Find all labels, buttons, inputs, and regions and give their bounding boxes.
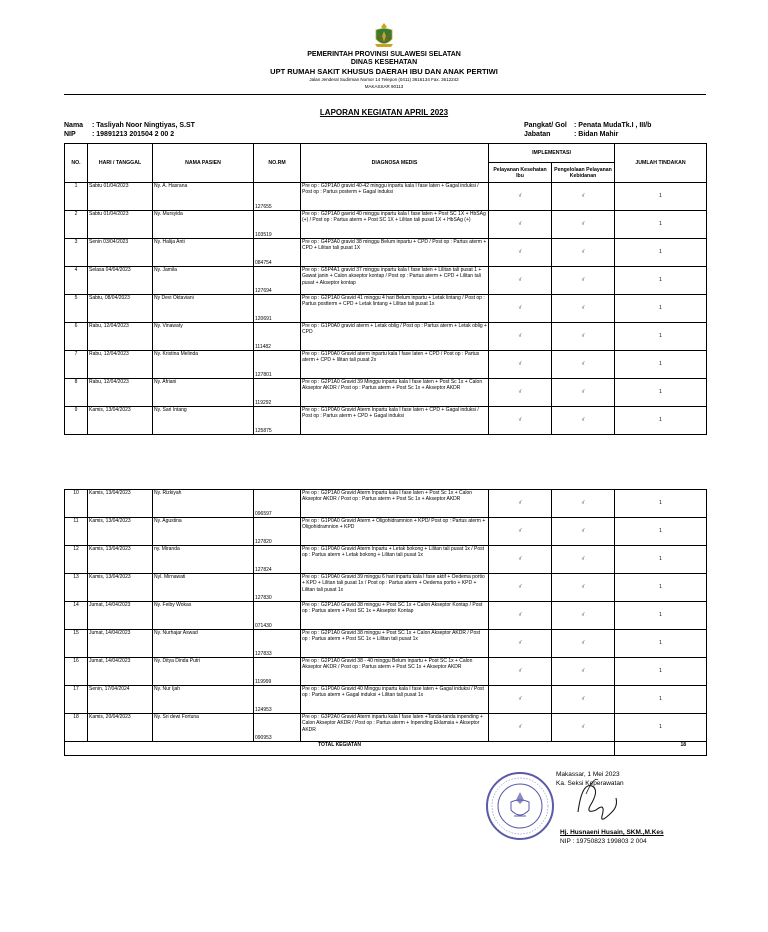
cell-check-management: √ xyxy=(552,574,615,602)
cell-no: 10 xyxy=(65,490,88,518)
col-header-implementation: IMPLEMENTASI xyxy=(489,144,615,163)
cell-rm-number: 084754 xyxy=(254,239,301,267)
cell-rm-number: 120691 xyxy=(254,295,301,323)
cell-patient-name: Ny. Afriani xyxy=(153,379,254,407)
cell-action-count: 1 xyxy=(615,630,707,658)
cell-date: Kamis, 13/04/2023 xyxy=(88,518,153,546)
cell-check-service: √ xyxy=(489,239,552,267)
table-row xyxy=(65,518,707,546)
cell-patient-name: Ny. Sari Intang xyxy=(153,407,254,435)
cell-no: 4 xyxy=(65,267,88,295)
col-header-diagnosis: DIAGNOSA MEDIS xyxy=(301,144,489,183)
cell-patient-name: Ny. A. Hasrana xyxy=(153,183,254,211)
header-agency: DINAS KESEHATAN xyxy=(350,59,418,66)
cell-check-management: √ xyxy=(552,323,615,351)
col-header-impl-management: Pengelolaan Pelayanan Kebidanan xyxy=(552,163,615,183)
cell-patient-name: Ny. Sri dewi Fortuna xyxy=(153,714,254,742)
cell-rm-number: 090953 xyxy=(254,714,301,742)
cell-date: Sabtu 01/04/2023 xyxy=(88,183,153,211)
cell-check-service: √ xyxy=(489,630,552,658)
cell-no: 18 xyxy=(65,714,88,742)
cell-diagnosis: Pre op : G1P0A0 Gravid 40 Minggu inpartu kala I fase laten + Gagal induksi / Post op : Partus aterm + Gagal induksi + Lilitan tali pusat 1x xyxy=(301,686,489,714)
cell-action-count: 1 xyxy=(615,407,707,435)
cell-date: Kamis, 13/04/2023 xyxy=(88,407,153,435)
table-row xyxy=(65,267,707,295)
province-crest-logo xyxy=(372,22,396,50)
col-header-no: NO. xyxy=(65,144,88,183)
table-row xyxy=(65,630,707,658)
cell-date: Jumat, 14/04/2023 xyxy=(88,602,153,630)
cell-patient-name: Ny. Feiby Wokas xyxy=(153,602,254,630)
cell-check-management: √ xyxy=(552,183,615,211)
cell-date: Rabu, 12/04/2023 xyxy=(88,323,153,351)
table-row xyxy=(65,490,707,518)
table-row xyxy=(65,407,707,435)
signature-nip: NIP : 19750823 199803 2 004 xyxy=(560,838,647,845)
cell-no: 13 xyxy=(65,574,88,602)
header-government: PEMERINTAH PROVINSI SULAWESI SELATAN xyxy=(307,51,461,58)
cell-rm-number: 119999 xyxy=(254,658,301,686)
header-city: MAKASSAR 90113 xyxy=(364,84,404,89)
cell-check-management: √ xyxy=(552,686,615,714)
cell-check-management: √ xyxy=(552,351,615,379)
cell-diagnosis: Pre op : G1P0A0 Gravid Aterm Inpartu + Letak bokong + Lilitan tali pusat 1x / Post op : Partus aterm + Letak bokong + Lilitan tali pusat 1x xyxy=(301,546,489,574)
col-header-total: JUMLAH TINDAKAN xyxy=(615,144,707,183)
cell-rm-number: 127820 xyxy=(254,518,301,546)
value-nama: : Tasliyah Noor Ningtiyas, S.ST xyxy=(92,122,195,129)
label-jabatan: Jabatan xyxy=(524,131,551,138)
cell-check-service: √ xyxy=(489,714,552,742)
cell-no: 6 xyxy=(65,323,88,351)
cell-check-service: √ xyxy=(489,686,552,714)
cell-date: Selasa 04/04/2023 xyxy=(88,267,153,295)
cell-date: Jumat, 14/04/2023 xyxy=(88,630,153,658)
cell-date: Kamis, 13/04/2023 xyxy=(88,546,153,574)
cell-rm-number: 127655 xyxy=(254,183,301,211)
cell-check-management: √ xyxy=(552,239,615,267)
cell-check-service: √ xyxy=(489,351,552,379)
cell-rm-number: 127801 xyxy=(254,351,301,379)
cell-check-management: √ xyxy=(552,658,615,686)
cell-diagnosis: Pre op : G2P1A0 Gravid 38 - 40 minggu Belum inpartu + Post SC 1x + Calon Akseptor AKDR / Post op : Partus aterm + Post SC 1x + Akseptor AKDR xyxy=(301,658,489,686)
cell-diagnosis: Pre op : G1P0A0 gravid aterm + Letak oblig / Post op : Partus aterm + Letak oblig + CPD xyxy=(301,323,489,351)
cell-check-service: √ xyxy=(489,295,552,323)
cell-check-management: √ xyxy=(552,379,615,407)
cell-patient-name: Nyl. Mirnawati xyxy=(153,574,254,602)
table-row xyxy=(65,295,707,323)
cell-rm-number: 127833 xyxy=(254,630,301,658)
cell-rm-number: 127694 xyxy=(254,267,301,295)
cell-check-service: √ xyxy=(489,267,552,295)
label-pangkat: Pangkat/ Gol xyxy=(524,122,567,129)
cell-check-service: √ xyxy=(489,183,552,211)
col-header-patient: NAMA PASIEN xyxy=(153,144,254,183)
cell-no: 1 xyxy=(65,183,88,211)
cell-date: Senin 03/04/2023 xyxy=(88,239,153,267)
cell-date: Kamis, 13/04/2023 xyxy=(88,490,153,518)
official-stamp xyxy=(484,770,556,842)
cell-date: Kamis, 13/04/2023 xyxy=(88,574,153,602)
cell-rm-number: 125875 xyxy=(254,407,301,435)
table-row xyxy=(65,546,707,574)
cell-check-management: √ xyxy=(552,490,615,518)
cell-check-service: √ xyxy=(489,602,552,630)
cell-date: Sabtu, 08/04/2023 xyxy=(88,295,153,323)
cell-action-count: 1 xyxy=(615,714,707,742)
cell-rm-number: 124953 xyxy=(254,686,301,714)
table-row xyxy=(65,323,707,351)
label-nip: NIP xyxy=(64,131,76,138)
table-row xyxy=(65,239,707,267)
cell-check-management: √ xyxy=(552,602,615,630)
cell-diagnosis: Pre op : G2P1A0 Gravid 38 minggu + Post SC 1x + Calon Akseptor AKDR / Post op : Partus aterm + Post SC 1x + Lilitan tali pusat 1x xyxy=(301,630,489,658)
cell-patient-name: Ny. Nur Ijah xyxy=(153,686,254,714)
cell-action-count: 1 xyxy=(615,518,707,546)
cell-date: Senin, 17/04/2024 xyxy=(88,686,153,714)
report-title: LAPORAN KEGIATAN APRIL 2023 xyxy=(319,108,449,117)
cell-no: 15 xyxy=(65,630,88,658)
cell-patient-name: Ny. Nurhajar Aswad xyxy=(153,630,254,658)
col-header-rm: NO.RM xyxy=(254,144,301,183)
cell-action-count: 1 xyxy=(615,546,707,574)
cell-action-count: 1 xyxy=(615,211,707,239)
cell-patient-name: ny. Miranda xyxy=(153,546,254,574)
cell-check-service: √ xyxy=(489,407,552,435)
cell-patient-name: Ny. Halija Anti xyxy=(153,239,254,267)
header-address: Jalan Jenderal Sudirman Nomor 14 Telepon (0411) 3616134 Fax. 3612242 xyxy=(309,77,459,82)
cell-patient-name: Ny. Kristina Melinda xyxy=(153,351,254,379)
header-hospital: UPT RUMAH SAKIT KHUSUS DAERAH IBU DAN ANAK PERTIWI xyxy=(270,67,498,76)
activity-table-part2 xyxy=(64,489,707,756)
cell-check-service: √ xyxy=(489,574,552,602)
cell-diagnosis: Pre op : G3P2A0 Gravid Aterm inpartu kala I fase laten +Tanda-tanda inpending + Calon Akseptor AKDR / Post op : Partus aterm + Inpending Eklamsia + Akseptor AKDR xyxy=(301,714,489,742)
cell-rm-number: 119292 xyxy=(254,379,301,407)
cell-no: 17 xyxy=(65,686,88,714)
cell-no: 11 xyxy=(65,518,88,546)
cell-date: Sabtu 01/04/2023 xyxy=(88,211,153,239)
cell-no: 12 xyxy=(65,546,88,574)
total-label: TOTAL KEGIATAN xyxy=(65,742,615,756)
cell-check-service: √ xyxy=(489,379,552,407)
cell-action-count: 1 xyxy=(615,602,707,630)
header-divider xyxy=(64,94,706,95)
cell-check-management: √ xyxy=(552,546,615,574)
cell-diagnosis: Pre op : G2P1A0 Gravid 39 Minggu inpartu kala I fase laten + Post Sc 1x + Calon Akseptor AKDR / Post op : Partus aterm + Post Sc 1x + Akseptor AKDR xyxy=(301,379,489,407)
signature-position: Ka. Seksi Keperawatan xyxy=(556,780,624,787)
cell-rm-number: 111482 xyxy=(254,323,301,351)
cell-patient-name: Ny Devi Oktaviani xyxy=(153,295,254,323)
col-header-impl-service: Pelayanan Kesehatan Ibu xyxy=(489,163,552,183)
cell-patient-name: Ny. Agustina xyxy=(153,518,254,546)
cell-no: 16 xyxy=(65,658,88,686)
activity-table-part1 xyxy=(64,143,707,435)
cell-action-count: 1 xyxy=(615,323,707,351)
table-row xyxy=(65,379,707,407)
table-row xyxy=(65,183,707,211)
cell-patient-name: Ny. Rizkiyah xyxy=(153,490,254,518)
cell-no: 7 xyxy=(65,351,88,379)
cell-patient-name: Ny. Jamila xyxy=(153,267,254,295)
cell-diagnosis: Pre op : G2P1A0 Gravid Aterm Inpartu kala I fase laten + Post Sc 1x + Calon Akseptor AKDR / Post op : Partus aterm + Post Sc 1x + Akseptor AKDR xyxy=(301,490,489,518)
cell-check-service: √ xyxy=(489,211,552,239)
cell-check-management: √ xyxy=(552,714,615,742)
cell-diagnosis: Pre op : G2P1A0 Gravid 41 minggu 4 hari Belum inpartu + Letak lintang / Post op : Partus postterm + CPD + Letak lintang + Lilitan tali pusat 1x xyxy=(301,295,489,323)
cell-check-management: √ xyxy=(552,295,615,323)
cell-rm-number: 103519 xyxy=(254,211,301,239)
cell-rm-number: 127830 xyxy=(254,574,301,602)
cell-date: Rabu, 12/04/2023 xyxy=(88,379,153,407)
col-header-date: HARI / TANGGAL xyxy=(88,144,153,183)
cell-patient-name: Ny. Mursyida xyxy=(153,211,254,239)
cell-diagnosis: Pre op : G2P1A0 Gravid 38 minggu + Post SC 1x + Calon Akseptor Kontap / Post op : Partus aterm + Post SC 1x + Akseptor Kontap xyxy=(301,602,489,630)
cell-diagnosis: Pre op : G2P1A0 gravid 40-42 minggu inpartu kala I fase laten + Gagal induksi / Post op : Partus posterm + Gagal induksi xyxy=(301,183,489,211)
cell-date: Jumat, 14/04/2023 xyxy=(88,658,153,686)
signature-place-date: Makassar, 1 Mei 2023 xyxy=(556,771,620,778)
value-jabatan: : Bidan Mahir xyxy=(574,131,619,138)
cell-check-management: √ xyxy=(552,267,615,295)
cell-action-count: 1 xyxy=(615,574,707,602)
cell-action-count: 1 xyxy=(615,351,707,379)
cell-action-count: 1 xyxy=(615,183,707,211)
cell-rm-number: 096597 xyxy=(254,490,301,518)
cell-no: 3 xyxy=(65,239,88,267)
cell-patient-name: Ny. Ditya Dinda Putri xyxy=(153,658,254,686)
cell-action-count: 1 xyxy=(615,267,707,295)
cell-diagnosis: Pre op : G2P1A0 gavrid 40 minggu inpartu kala I fase laten + Post SC 1X + HbSAg (+) / Post op : Partus aterm + Post SC 1X + Lilitan tali pusat 1X + HbSAg (+) xyxy=(301,211,489,239)
cell-action-count: 1 xyxy=(615,686,707,714)
cell-no: 9 xyxy=(65,407,88,435)
cell-diagnosis: Pre op : G1P0A0 Gravid Aterm Inpartu kala I fase laten + CPD + Gagal induksi / Post op : Partus aterm + CPD + Gagal induksi xyxy=(301,407,489,435)
cell-diagnosis: Pre op : G4P3A0 gravid 38 minggu Belum inpartu + CPD / Post op : Partus aterm + CPD + Lilitan tali pusat 1X xyxy=(301,239,489,267)
cell-check-management: √ xyxy=(552,518,615,546)
cell-date: Rabu, 12/04/2023 xyxy=(88,351,153,379)
table-row xyxy=(65,714,707,742)
cell-check-service: √ xyxy=(489,323,552,351)
cell-action-count: 1 xyxy=(615,239,707,267)
table-row xyxy=(65,686,707,714)
cell-no: 5 xyxy=(65,295,88,323)
cell-action-count: 1 xyxy=(615,295,707,323)
value-nip: : 19891213 201504 2 00 2 xyxy=(92,131,175,138)
cell-diagnosis: Pre op : G1P0A0 Gravid aterm inpartu kala I fase laten + CPD / Post op : Partus aterm + CPD + lilitan tali pusat 2x xyxy=(301,351,489,379)
cell-rm-number: 071430 xyxy=(254,602,301,630)
table-row xyxy=(65,658,707,686)
cell-check-service: √ xyxy=(489,658,552,686)
table-row xyxy=(65,211,707,239)
cell-check-management: √ xyxy=(552,630,615,658)
total-value: 18 xyxy=(615,742,707,756)
label-nama: Nama xyxy=(64,122,84,129)
cell-no: 2 xyxy=(65,211,88,239)
cell-diagnosis: Pre op : G5P4A1 gravid 37 minggu inpartu kala I fase laten + Lilitan tali pusat 1 + Gawat janin + Calon akseptor kontap / Post op : Partus aterm + CPD + Lilitan tali pusat + Akseptor kontap xyxy=(301,267,489,295)
cell-action-count: 1 xyxy=(615,490,707,518)
cell-no: 8 xyxy=(65,379,88,407)
cell-check-management: √ xyxy=(552,211,615,239)
cell-check-service: √ xyxy=(489,518,552,546)
table-row xyxy=(65,574,707,602)
cell-patient-name: Ny. Vinawaty xyxy=(153,323,254,351)
cell-diagnosis: Pre op : G1P0A0 Gravid 39 minggu 6 hari inpartu kala I fase aktif + Oedema portio + KPD + Lilitan tali pusat 1x / Post op : Partus aterm + Oedema portio + KPD + Lilitan tali pusat 1x xyxy=(301,574,489,602)
value-pangkat: : Penata MudaTk.I , III/b xyxy=(574,122,652,129)
cell-date: Kamis, 20/04/2023 xyxy=(88,714,153,742)
cell-no: 14 xyxy=(65,602,88,630)
cell-check-service: √ xyxy=(489,546,552,574)
cell-action-count: 1 xyxy=(615,658,707,686)
signature-name: Hj. Husnaeni Husain, SKM.,M.Kes xyxy=(560,829,664,836)
cell-action-count: 1 xyxy=(615,379,707,407)
cell-diagnosis: Pre op : G1P0A0 Gravid Aterm + Oligohidramnion + KPD/ Post op : Partus aterm + Oligohidramnion + KPD xyxy=(301,518,489,546)
cell-check-service: √ xyxy=(489,490,552,518)
cell-rm-number: 127824 xyxy=(254,546,301,574)
cell-check-management: √ xyxy=(552,407,615,435)
table-row xyxy=(65,602,707,630)
table-row xyxy=(65,351,707,379)
